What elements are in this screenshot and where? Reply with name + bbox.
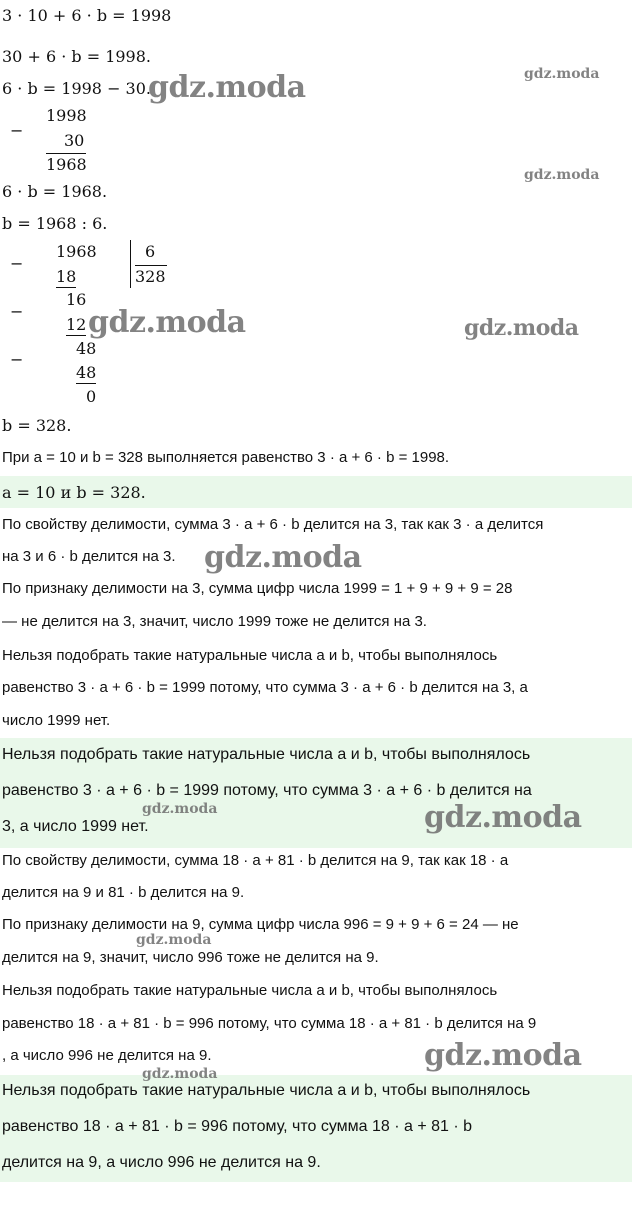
division-dividend: 1968 [56, 242, 97, 261]
watermark-logo: gdz.moda [464, 315, 579, 341]
answer-3-line-3: делится на 9, а число 996 не делится на 9. [2, 1154, 321, 1171]
division-rule-1 [56, 287, 76, 288]
answer-1: a = 10 и b = 328. [2, 483, 146, 502]
paragraph-6-line-1: По признаку делимости на 9, сумма цифр числа 996 = 9 + 9 + 6 = 24 — не [2, 916, 519, 933]
watermark-logo: gdz.moda [424, 1038, 582, 1073]
watermark-logo: gdz.moda [142, 1066, 218, 1082]
paragraph-2-line-1: По свойству делимости, сумма 3 · a + 6 · b делится на 3, так как 3 · a делится [2, 516, 544, 533]
answer-3-line-1: Нельзя подобрать такие натуральные числа a и b, чтобы выполнялось [2, 1082, 531, 1099]
paragraph-5-line-2: делится на 9 и 81 · b делится на 9. [2, 884, 245, 901]
division-minus-2: − [10, 302, 24, 321]
watermark-logo: gdz.moda [136, 932, 212, 948]
paragraph-3-line-2: — не делится на 3, значит, число 1999 тоже не делится на 3. [2, 613, 427, 630]
subtraction-rule [46, 153, 86, 154]
division-vertical-bar [130, 240, 131, 288]
answer-2-line-1: Нельзя подобрать такие натуральные числа a и b, чтобы выполнялось [2, 746, 531, 763]
division-minus-1: − [10, 254, 24, 273]
paragraph-7-line-1: Нельзя подобрать такие натуральные числа a и b, чтобы выполнялось [2, 982, 498, 999]
equation-line-2: 30 + 6 · b = 1998. [2, 47, 151, 66]
equation-line-4: 6 · b = 1968. [2, 182, 108, 201]
watermark-logo: gdz.moda [524, 66, 600, 82]
division-quotient-rule [135, 265, 167, 266]
watermark-logo: gdz.moda [88, 305, 246, 340]
division-rem-1: 16 [66, 290, 87, 309]
paragraph-7-line-3: , а число 996 не делится на 9. [2, 1047, 212, 1064]
paragraph-1: При a = 10 и b = 328 выполняется равенство 3 · a + 6 · b = 1998. [2, 449, 450, 466]
division-sub-1: 18 [56, 267, 77, 286]
division-rem-3: 0 [86, 387, 97, 406]
equation-line-1: 3 · 10 + 6 · b = 1998 [2, 6, 172, 25]
division-sub-2: 12 [66, 315, 87, 334]
subtraction-minuend: 1998 [46, 106, 87, 125]
paragraph-4-line-2: равенство 3 · a + 6 · b = 1999 потому, что сумма 3 · a + 6 · b делится на 3, а [2, 679, 528, 696]
watermark-logo: gdz.moda [204, 540, 362, 575]
division-rule-2 [66, 335, 86, 336]
paragraph-7-line-2: равенство 18 · a + 81 · b = 996 потому, что сумма 18 · a + 81 · b делится на 9 [2, 1015, 537, 1032]
equation-line-6: b = 328. [2, 416, 72, 435]
division-quotient: 328 [135, 267, 166, 286]
watermark-logo: gdz.moda [142, 801, 218, 817]
watermark-logo: gdz.moda [524, 167, 600, 183]
subtraction-subtrahend: 30 [64, 131, 85, 150]
subtraction-minus: − [10, 121, 24, 140]
division-rem-2: 48 [76, 339, 97, 358]
paragraph-5-line-1: По свойству делимости, сумма 18 · a + 81 · b делится на 9, так как 18 · a [2, 852, 509, 869]
paragraph-4-line-3: число 1999 нет. [2, 712, 111, 729]
division-sub-3: 48 [76, 363, 97, 382]
answer-3-line-2: равенство 18 · a + 81 · b = 996 потому, что сумма 18 · a + 81 · b [2, 1118, 473, 1135]
watermark-logo: gdz.moda [148, 70, 306, 105]
answer-2-line-3: 3, а число 1999 нет. [2, 818, 149, 835]
watermark-logo: gdz.moda [424, 800, 582, 835]
equation-line-5: b = 1968 : 6. [2, 214, 108, 233]
paragraph-2-line-2: на 3 и 6 · b делится на 3. [2, 548, 176, 565]
answer-2-line-2: равенство 3 · a + 6 · b = 1999 потому, что сумма 3 · a + 6 · b делится на [2, 782, 532, 799]
paragraph-6-line-2: делится на 9, значит, число 996 тоже не делится на 9. [2, 949, 379, 966]
paragraph-3-line-1: По признаку делимости на 3, сумма цифр числа 1999 = 1 + 9 + 9 + 9 = 28 [2, 580, 513, 597]
equation-line-3: 6 · b = 1998 − 30. [2, 79, 151, 98]
subtraction-result: 1968 [46, 155, 87, 174]
division-rule-3 [76, 383, 96, 384]
division-minus-3: − [10, 350, 24, 369]
division-divisor: 6 [145, 242, 156, 261]
paragraph-4-line-1: Нельзя подобрать такие натуральные числа a и b, чтобы выполнялось [2, 647, 498, 664]
